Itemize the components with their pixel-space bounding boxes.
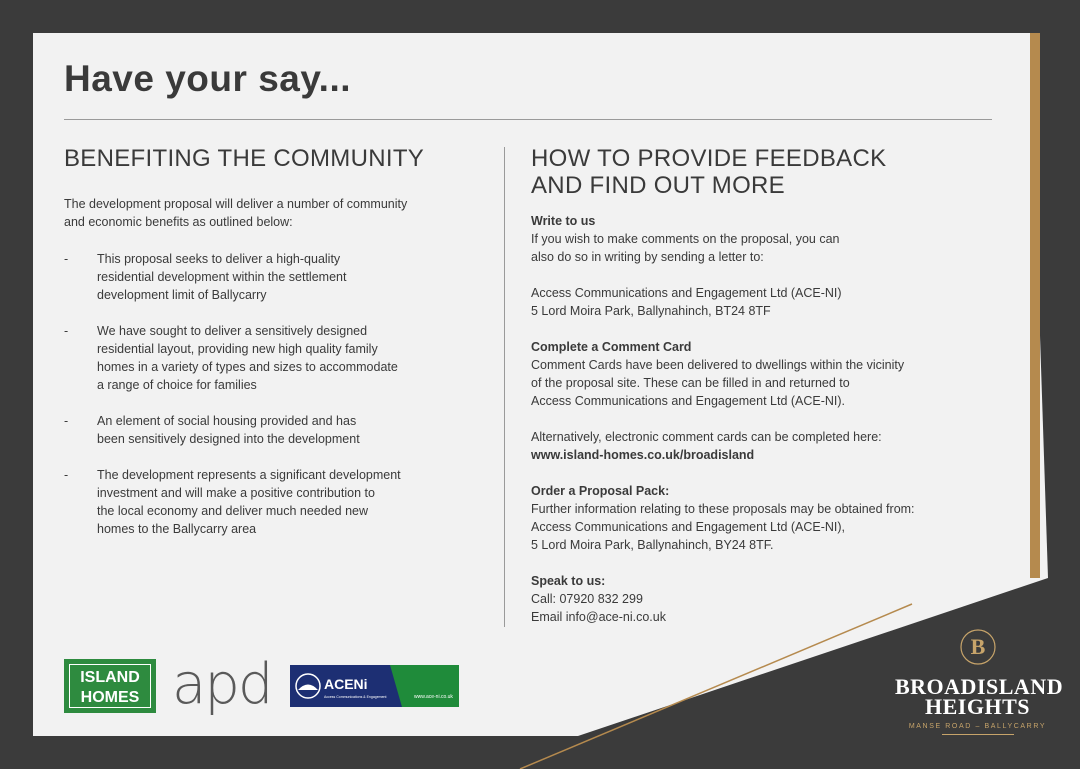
- island-homes-logo-text: [69, 664, 151, 708]
- comment-card-section: [531, 338, 951, 410]
- intro-line: and economic benefits as outlined below:: [64, 215, 293, 229]
- list-item: [64, 412, 444, 448]
- island-logo-line: ISLAND: [80, 669, 140, 686]
- page-title: Have your say...: [64, 58, 352, 99]
- proposal-pack-label: Order a Proposal Pack:: [531, 484, 670, 498]
- comment-card-label: Complete a Comment Card: [531, 340, 692, 354]
- write-text: also do so in writing by sending a letter to:: [531, 250, 764, 264]
- benefits-list: [64, 250, 444, 556]
- island-logo-line: HOMES: [80, 689, 140, 706]
- proposal-pack-text: Access Communications and Engagement Ltd (ACE-NI),: [531, 520, 846, 534]
- email-address[interactable]: Email info@ace-ni.co.uk: [531, 610, 666, 624]
- write-label: Write to us: [531, 214, 596, 228]
- bullet-dash: -: [64, 468, 69, 482]
- column-divider: [504, 147, 505, 627]
- online-text: Alternatively, electronic comment cards can be completed here:: [531, 430, 882, 444]
- bullet-line: been sensitively designed into the development: [97, 432, 360, 446]
- list-item: [64, 466, 444, 538]
- brand-name: [895, 674, 1064, 719]
- aceni-url: www.ace-ni.co.uk: [414, 694, 453, 700]
- address-section: [531, 284, 951, 320]
- bullet-dash: -: [64, 252, 69, 266]
- comment-card-text: Access Communications and Engagement Ltd (ACE-NI).: [531, 394, 846, 408]
- bullet-line: We have sought to deliver a sensitively designed: [97, 324, 368, 338]
- bullet-line: a range of choice for families: [97, 378, 257, 392]
- apd-logo: apd: [172, 652, 272, 717]
- bullet-line: The development represents a significant development: [97, 468, 401, 482]
- list-item: [64, 250, 444, 304]
- title-rule: [64, 119, 992, 120]
- monogram-icon: [959, 628, 997, 666]
- bullet-dash: -: [64, 414, 69, 428]
- aceni-logo: [290, 665, 459, 707]
- intro-line: The development proposal will deliver a number of community: [64, 197, 408, 211]
- bullet-line: residential development within the settlement: [97, 270, 347, 284]
- gold-accent-bar: [1030, 33, 1040, 578]
- speak-label: Speak to us:: [531, 574, 606, 588]
- brand-name-line: BROADISLAND: [895, 674, 1064, 699]
- island-homes-logo: [64, 659, 156, 713]
- list-item: [64, 322, 444, 394]
- write-section: [531, 212, 951, 266]
- brand-tagline: MANSE ROAD – BALLYCARRY: [908, 723, 1047, 730]
- feedback-heading-line: HOW TO PROVIDE FEEDBACK: [531, 145, 887, 172]
- bullet-line: An element of social housing provided and has: [97, 414, 357, 428]
- aceni-name: ACENi: [324, 676, 368, 692]
- feedback-heading-line: AND FIND OUT MORE: [531, 172, 785, 199]
- online-section: [531, 428, 951, 464]
- proposal-pack-text: 5 Lord Moira Park, Ballynahinch, BY24 8TF.: [531, 538, 774, 552]
- brand-tagline-rule: [942, 734, 1014, 735]
- benefits-heading: BENEFITING THE COMMUNITY: [64, 145, 425, 172]
- phone-number[interactable]: Call: 07920 832 299: [531, 592, 643, 606]
- bullet-line: the local economy and deliver much needed new: [97, 504, 369, 518]
- bullet-line: homes to the Ballycarry area: [97, 522, 257, 536]
- comment-card-text: Comment Cards have been delivered to dwellings within the vicinity: [531, 358, 905, 372]
- broadisland-logo: [895, 628, 1064, 735]
- benefits-intro: [64, 195, 444, 231]
- address-street: 5 Lord Moira Park, Ballynahinch, BT24 8TF: [531, 304, 771, 318]
- write-text: If you wish to make comments on the proposal, you can: [531, 232, 840, 246]
- bullet-line: development limit of Ballycarry: [97, 288, 267, 302]
- address-org: Access Communications and Engagement Ltd (ACE-NI): [531, 286, 842, 300]
- comment-card-text: of the proposal site. These can be filled in and returned to: [531, 376, 850, 390]
- proposal-pack-section: [531, 482, 951, 554]
- monogram-letter: B: [970, 634, 985, 659]
- bullet-line: investment and will make a positive contribution to: [97, 486, 375, 500]
- bullet-line: This proposal seeks to deliver a high-quality: [97, 252, 341, 266]
- proposal-pack-text: Further information relating to these proposals may be obtained from:: [531, 502, 915, 516]
- speak-section: [531, 572, 951, 626]
- feedback-heading: [531, 145, 951, 199]
- bullet-line: homes in a variety of types and sizes to accommodate: [97, 360, 398, 374]
- brand-name-line: HEIGHTS: [925, 694, 1030, 719]
- online-url-link[interactable]: www.island-homes.co.uk/broadisland: [531, 448, 755, 462]
- aceni-subtitle: Access Communications & Engagement: [324, 695, 387, 699]
- bullet-line: residential layout, providing new high quality family: [97, 342, 378, 356]
- bullet-dash: -: [64, 324, 69, 338]
- feedback-column: [531, 212, 951, 644]
